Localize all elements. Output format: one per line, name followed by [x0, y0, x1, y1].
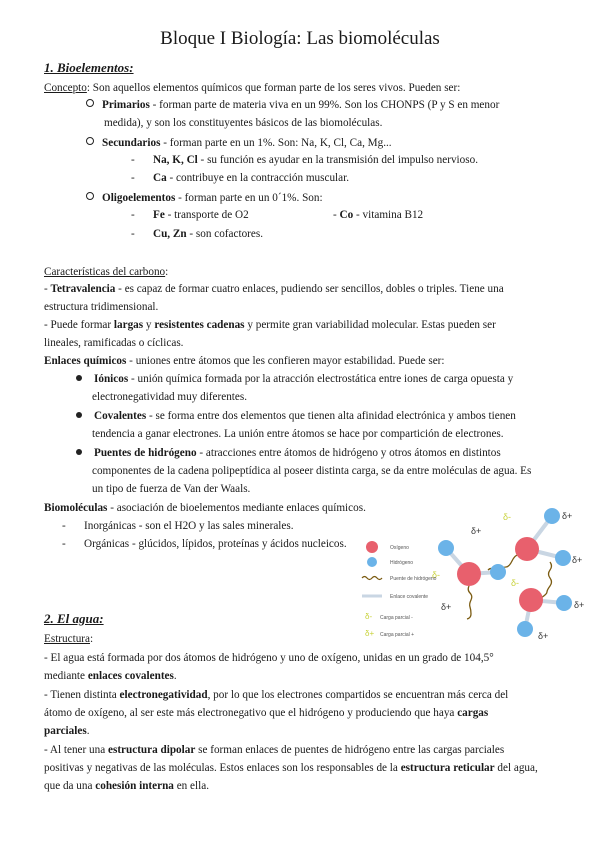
nakcl-text: - su función es ayudar en la transmisión del impulso nervioso. — [197, 154, 479, 166]
legend-minus-symbol: δ- — [365, 612, 373, 621]
sec-item-ca: - Ca - contribuye en la contracción muscular. — [131, 172, 350, 184]
diagram-legend — [362, 541, 437, 638]
oxygen-atom — [457, 562, 481, 586]
concept-label: Concepto — [44, 82, 87, 94]
hydrogen-atom — [555, 550, 571, 566]
fe-term: Fe — [153, 209, 165, 221]
tetravalencia-cont: estructura tridimensional. — [44, 301, 159, 313]
secundarios-term: Secundarios — [102, 137, 161, 149]
hydrogen-atom — [544, 508, 560, 524]
oligo-item-co — [333, 208, 423, 222]
biomoleculas-line — [44, 501, 366, 515]
ionicos-para — [76, 372, 550, 386]
primarios-text-cont: medida), y son los constituyentes básicos de las biomoléculas. — [104, 117, 383, 129]
secundarios-line — [86, 136, 392, 150]
inorganicas-line: - Inorgánicas - son el H2O y las sales minerales. — [62, 520, 294, 532]
agua-p3-cont2 — [44, 779, 209, 793]
ionicos-cont: electronegatividad muy diferentes. — [92, 391, 248, 403]
primarios-term: Primarios — [102, 99, 150, 111]
p2-end: . — [86, 725, 90, 737]
co-dash: - — [333, 209, 340, 221]
p3-pre: - Al tener una — [44, 744, 108, 756]
section-heading-bioelementos: 1. Bioelementos: — [44, 60, 134, 75]
legend-covalent-label: Enlace covalente — [390, 594, 429, 600]
legend-minus-label: Carga parcial - — [380, 615, 413, 621]
puentes-cont2: un tipo de fuerza de Van der Waals. — [92, 483, 251, 495]
tetra-dash: - — [44, 283, 51, 295]
primarios-line — [86, 98, 499, 112]
p3-text3: del agua, — [494, 762, 538, 774]
delta-plus-label: δ+ — [441, 602, 452, 612]
puentes-para — [76, 446, 550, 460]
puentes-term: Puentes de hidrógeno — [94, 447, 197, 459]
p3-bold3: cohesión interna — [95, 780, 174, 792]
concept-line — [44, 81, 460, 95]
fe-text: - transporte de O2 — [164, 209, 249, 221]
inorganicas-text: Inorgánicas - son el H2O y las sales minerales. — [84, 520, 294, 532]
ionicos-text: - unión química formada por la atracción electrostática entre iones de carga opuesta y — [128, 373, 514, 385]
organicas-text: Orgánicas - glúcidos, lípidos, proteínas y ácidos nucleicos. — [84, 538, 347, 550]
co-text: - vitamina B12 — [353, 209, 424, 221]
secundarios-text: - forman parte en un 1%. Son: Na, K, Cl, Ca, Mg... — [160, 137, 392, 149]
carbono-heading: Características del carbono: — [44, 266, 169, 278]
ca-text: - contribuye en la contracción muscular. — [166, 172, 350, 184]
puentes-text: - atracciones entre átomos de hidrógeno y otros átomos en distintos — [196, 447, 501, 459]
estructura-heading — [44, 632, 93, 646]
delta-plus-label: δ+ — [562, 511, 573, 521]
legend-oxygen-label: Oxígeno — [390, 545, 409, 551]
hydrogen-atom — [490, 564, 506, 580]
hydrogen-bonds — [467, 555, 552, 619]
legend-plus-symbol: δ+ — [365, 629, 375, 638]
delta-plus-label: δ+ — [538, 631, 549, 641]
dot-bullet-icon — [76, 412, 82, 418]
agua-p2-cont2 — [44, 724, 89, 738]
covalentes-text: - se forma entre dos elementos que tienen alta afinidad electrónica y ambos tienen — [146, 410, 516, 422]
oligo-term: Oligoelementos — [102, 192, 176, 204]
p3-text: se forman enlaces de puentes de hidrógeno entre las cargas parciales — [195, 744, 505, 756]
oxygen-atom — [515, 537, 539, 561]
cad-mid: y — [143, 319, 155, 331]
delta-plus-label: δ+ — [572, 555, 583, 565]
dot-bullet-icon — [76, 449, 82, 455]
agua-p2-cont — [44, 706, 550, 720]
circle-bullet-icon — [86, 192, 94, 200]
ionicos-term: Iónicos — [94, 373, 129, 385]
p2-bold2: cargas — [457, 707, 489, 719]
delta-plus-label: δ+ — [471, 526, 482, 536]
biomoleculas-text: - asociación de bioelementos mediante enlaces químicos. — [107, 502, 366, 514]
p1-end: . — [173, 670, 177, 682]
concept-text: : Son aquellos elementos químicos que forman parte de los seres vivos. Pueden ser: — [86, 82, 461, 94]
hydrogen-atom — [556, 595, 572, 611]
p1-text: mediante — [44, 670, 88, 682]
legend-oxygen-swatch — [366, 541, 378, 553]
cad-pre: - Puede formar — [44, 319, 114, 331]
enlaces-text: - uniones entre átomos que les confieren mayor estabilidad. Puede ser: — [126, 355, 445, 367]
water-hbond-diagram — [358, 500, 584, 648]
carbono-heading-text: Características del carbono — [44, 266, 166, 278]
cadenas-para — [44, 318, 550, 332]
tetra-text: - es capaz de formar cuatro enlaces, pudiendo ser sencillos, dobles o triples. Tiene una — [115, 283, 504, 295]
ca-term: Ca — [153, 172, 167, 184]
circle-bullet-icon — [86, 99, 94, 107]
p1-bold: enlaces covalentes — [87, 670, 174, 682]
enlaces-line — [44, 354, 445, 368]
delta-minus-label: δ- — [511, 578, 520, 588]
nakcl-term: Na, K, Cl — [153, 154, 198, 166]
cuzn-term: Cu, Zn — [153, 228, 187, 240]
organicas-line: - Orgánicas - glúcidos, lípidos, proteínas y ácidos nucleicos. — [62, 538, 347, 550]
legend-hbond-swatch — [362, 577, 382, 580]
oligo-item-fe: - Fe - transporte de O2 — [131, 209, 249, 221]
delta-minus-label: δ- — [503, 512, 512, 522]
agua-p1-cont — [44, 669, 177, 683]
agua-p2 — [44, 688, 550, 702]
oligo-line — [86, 191, 323, 205]
section-heading-agua: 2. El agua: — [44, 611, 104, 626]
sec-item-nakcl: - Na, K, Cl - su función es ayudar en la transmisión del impulso nervioso. — [131, 154, 479, 166]
primarios-text: - forman parte de materia viva en un 99%. Son los CHONPS (P y S en menor — [149, 99, 500, 111]
p2-pre: - Tienen distinta — [44, 689, 120, 701]
cad-resistentes: resistentes cadenas — [154, 319, 245, 331]
p2-bold3: parciales — [44, 725, 87, 737]
p3-end: en ella. — [173, 780, 209, 792]
oxygen-atom — [519, 588, 543, 612]
p3-bold2: estructura reticular — [400, 762, 495, 774]
p3-text2: positivas y negativas de las moléculas. Estos enlaces son los responsables de la — [44, 762, 401, 774]
oligo-text: - forman parte en un 0´1%. Son: — [175, 192, 323, 204]
hydrogen-atom — [517, 621, 533, 637]
biomoleculas-term: Biomoléculas — [44, 502, 108, 514]
tetravalencia-para — [44, 282, 550, 296]
p2-text2: átomo de oxígeno, al ser este más electronegativo que el hidrógeno y produciendo que haya — [44, 707, 458, 719]
p3-text4: que da una — [44, 780, 96, 792]
legend-hbond-label: Puente de hidrógeno — [390, 576, 437, 582]
hydrogen-atom — [438, 540, 454, 556]
circle-bullet-icon — [86, 137, 94, 145]
p2-bold1: electronegatividad — [119, 689, 208, 701]
cad-text: y permite gran variabilidad molecular. Estas pueden ser — [244, 319, 496, 331]
puentes-cont1: componentes de la cadena polipeptídica al poseer distinta carga, se da entre moléculas de agua. Es — [92, 465, 532, 477]
dot-bullet-icon — [76, 375, 82, 381]
cadenas-cont: lineales, ramificadas o cíclicas. — [44, 337, 184, 349]
legend-hydrogen-swatch — [367, 557, 377, 567]
estructura-colon: : — [89, 633, 94, 645]
p3-bold1: estructura dipolar — [108, 744, 196, 756]
agua-p3-cont — [44, 761, 550, 775]
cuzn-text: - son cofactores. — [186, 228, 264, 240]
covalentes-cont: tendencia a ganar electrones. La unión entre átomos se hace por compartición de electrones. — [92, 428, 504, 440]
agua-p1: - El agua está formada por dos átomos de hidrógeno y uno de oxígeno, unidas en un grado de 104,5° — [44, 652, 494, 664]
co-term: Co — [339, 209, 354, 221]
delta-plus-label: δ+ — [574, 600, 584, 610]
enlaces-term: Enlaces químicos — [44, 355, 127, 367]
estructura-label: Estructura — [44, 633, 90, 645]
legend-plus-label: Carga parcial + — [380, 632, 415, 638]
covalentes-para — [76, 409, 550, 423]
agua-p3 — [44, 743, 550, 757]
page-title: Bloque I Biología: Las biomoléculas — [160, 28, 440, 49]
legend-hydrogen-label: Hidrógeno — [390, 560, 414, 566]
delta-minus-label: δ- — [432, 570, 441, 580]
cad-largas: largas — [113, 319, 144, 331]
covalentes-term: Covalentes — [94, 410, 147, 422]
p2-text: , por lo que los electrones compartidos se encuentran más cerca del — [207, 689, 509, 701]
tetra-term: Tetravalencia — [50, 283, 116, 295]
oligo-item-cuzn: - Cu, Zn - son cofactores. — [131, 228, 264, 240]
